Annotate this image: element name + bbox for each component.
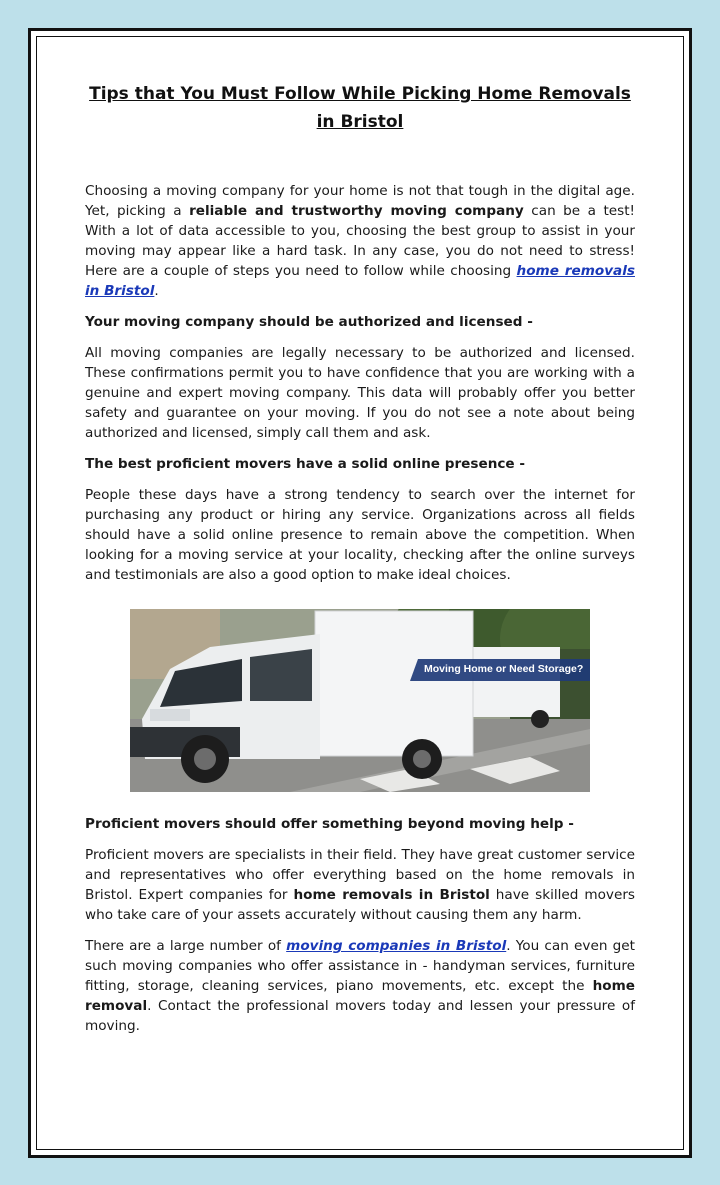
section1-heading: Your moving company should be authorized and licensed - [85, 314, 533, 330]
s3p1-text-1: Proficient movers are specialists in their field. They have great customer service and representatives who offer everything based on the home removals in Bristol. Expert companies for [85, 847, 635, 903]
moving-companies-link[interactable]: moving companies in Bristol [286, 938, 507, 954]
section1-body: All moving companies are legally necessary to be authorized and licensed. These confirmations permit you to have confidence that you are working with a genuine and expert moving company. This data will probably offer you better safety and guarantee on your moving. If you do not see a note about being authorized and licensed, simply call them and ask. [85, 345, 635, 441]
s3p1-bold-phrase: home removals in Bristol [293, 887, 490, 903]
document-body [85, 80, 635, 1047]
photo-banner-text: Moving Home or Need Storage? [424, 663, 584, 675]
intro-text-1: Choosing a moving company for your home is not that tough in the digital age. Yet, picking a [85, 183, 635, 219]
section2-heading: The best proficient movers have a solid online presence - [85, 456, 526, 472]
s3p2-text-1: There are a large number of [85, 938, 287, 954]
s3p2-bold-phrase: home removal [85, 978, 635, 1014]
section3-paragraph-2 [85, 936, 635, 1036]
section2-body: People these days have a strong tendency to search over the internet for purchasing any product or hiring any service. Organizations across all fields should have a solid online presence to remain above the competition. When looking for a moving service at your locality, checking after the online surveys and testimonials are also a good option to make ideal choices. [85, 487, 635, 583]
moving-vans-photo [130, 609, 590, 792]
intro-paragraph [85, 181, 635, 301]
intro-text-3: . [154, 283, 159, 299]
home-removals-link[interactable]: home removals in Bristol [85, 263, 635, 299]
section3-heading: Proficient movers should offer something beyond moving help - [85, 816, 574, 832]
intro-bold-phrase: reliable and trustworthy moving company [189, 203, 524, 219]
s3p2-text-2: . You can even get such moving companies who offer assistance in - handyman services, furniture fitting, storage, cleaning services, piano movements, etc. except the [85, 938, 635, 994]
section3-paragraph-1 [85, 845, 635, 925]
page-title: Tips that You Must Follow While Picking Home Removals in Bristol [89, 84, 631, 132]
s3p2-text-3: . Contact the professional movers today and lessen your pressure of moving. [85, 998, 635, 1034]
s3p1-text-2: have skilled movers who take care of your assets accurately without causing them any harm. [85, 887, 635, 923]
intro-text-2: can be a test! With a lot of data accessible to you, choosing the best group to assist in your moving may appear like a hard task. In any case, you do not need to stress! Here are a couple of steps you need to follow while choosing [85, 203, 635, 279]
